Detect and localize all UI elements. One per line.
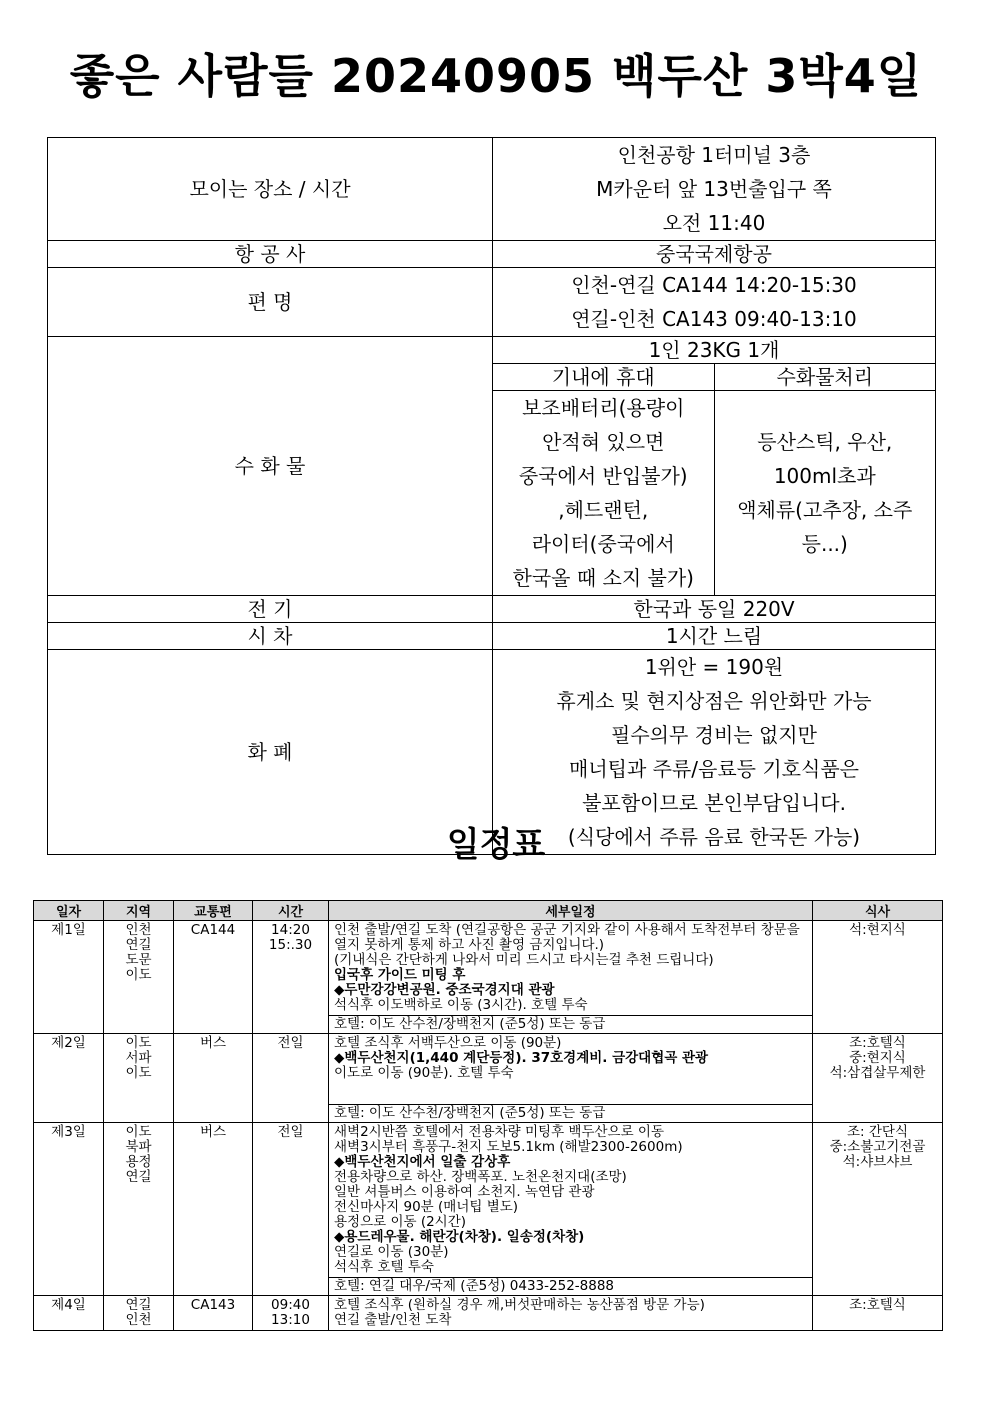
detail-cell [329, 921, 813, 1016]
header-region: 지역 [104, 901, 174, 921]
travel-info-table [47, 137, 936, 855]
meal-cell: 석:현지식 [813, 921, 943, 1034]
flights-value: 인천-연길 CA144 14:20-15:30 연길-인천 CA143 09:40-13:10 [493, 268, 936, 337]
checked-baggage-items: 등산스틱, 우산, 100ml초과 액체류(고추장, 소주 등...) [714, 391, 936, 596]
time-cell: 09:40 13:10 [253, 1296, 329, 1331]
carry-on-items: 보조배터리(용량이 안적혀 있으면 중국에서 반입불가) ,헤드랜턴, 라이터(중국에서 한국올 때 소지 불가) [493, 391, 715, 596]
detail-line: 호텔 조식후 (원하실 경우 깨,버섯판매하는 농산품점 방문 가능) [334, 1297, 705, 1313]
currency-value: 1위안 = 190원 휴게소 및 현지상점은 위안화만 가능 필수의무 경비는 없지만 매너팁과 주류/음료등 기호식품은 불포함이므로 본인부담입니다. (식당에서 주류 음료 한국돈 가능) [493, 650, 936, 855]
detail-line: ◆용드레우물. 해란강(차창). 일송정(차창) [334, 1229, 585, 1245]
power-value: 한국과 동일 220V [493, 596, 936, 623]
region-cell: 인천 연길 도문 이도 [104, 921, 174, 1034]
header-meal: 식사 [813, 901, 943, 921]
detail-line: 일반 셔틀버스 이용하여 소천지. 녹연담 관광 [334, 1184, 595, 1200]
checked-baggage-header: 수화물처리 [714, 364, 936, 391]
detail-cell [329, 1123, 813, 1278]
detail-line: (기내식은 간단하게 나와서 미리 드시고 타시는걸 추천 드립니다) [334, 952, 714, 968]
detail-line: 새벽2시반쯤 호텔에서 전용차량 미팅후 백두산으로 이동 [334, 1124, 664, 1140]
schedule-table [33, 900, 943, 1331]
schedule-row [34, 921, 943, 1016]
detail-line: 전용차량으로 하산. 장백폭포. 노천온천지대(조망) [334, 1169, 627, 1185]
time-cell: 14:20 15:.30 [253, 921, 329, 1034]
region-cell: 연길 인천 [104, 1296, 174, 1331]
region-cell: 이도 서파 이도 [104, 1034, 174, 1123]
detail-line: 이도로 이동 (90분). 호텔 투숙 [334, 1065, 514, 1081]
meal-cell: 조: 간단식 중:소불고기전골 석:샤브샤브 [813, 1123, 943, 1296]
detail-line: 인천 출발/연길 도착 (연길공항은 공군 기지와 같이 사용해서 도착전부터 창문을 열지 못하게 통제 하고 사진 촬영 금지입니다.) [334, 922, 800, 953]
transport-cell: 버스 [174, 1123, 253, 1296]
timediff-value: 1시간 느림 [493, 623, 936, 650]
schedule-title: 일정표 [446, 825, 546, 865]
detail-line: ◆백두산천지(1,440 계단등정). 37호경계비. 금강대협곡 관광 [334, 1050, 709, 1066]
detail-cell [329, 1034, 813, 1105]
header-time: 시간 [253, 901, 329, 921]
detail-cell [329, 1296, 813, 1331]
transport-cell: CA143 [174, 1296, 253, 1331]
schedule-row [34, 1034, 943, 1105]
day-cell: 제1일 [34, 921, 104, 1034]
header-day: 일자 [34, 901, 104, 921]
detail-line: 연길 출발/인천 도착 [334, 1312, 452, 1328]
timediff-label: 시 차 [48, 623, 493, 650]
document-title: 좋은 사람들 20240905 백두산 3박4일 [69, 49, 923, 103]
detail-line: ◆백두산천지에서 일출 감상후 [334, 1154, 511, 1170]
hotel-cell: 호텔: 연길 대우/국제 (준5성) 0433-252-8888 [329, 1278, 813, 1296]
detail-line: 용정으로 이동 (2시간) [334, 1214, 467, 1230]
header-transport: 교통편 [174, 901, 253, 921]
time-cell: 전일 [253, 1123, 329, 1296]
detail-line: 석식후 이도백하로 이동 (3시간). 호텔 투숙 [334, 997, 588, 1013]
header-detail: 세부일정 [329, 901, 813, 921]
time-cell: 전일 [253, 1034, 329, 1123]
baggage-label: 수 화 물 [48, 337, 493, 596]
schedule-row [34, 1296, 943, 1331]
airline-label: 항 공 사 [48, 241, 493, 268]
detail-line: 연길로 이동 (30분) [334, 1244, 449, 1260]
hotel-cell: 호텔: 이도 산수천/장백천지 (준5성) 또는 동급 [329, 1016, 813, 1034]
schedule-row [34, 1123, 943, 1278]
day-cell: 제3일 [34, 1123, 104, 1296]
detail-line: 석식후 호텔 투숙 [334, 1259, 434, 1275]
baggage-allowance: 1인 23KG 1개 [493, 337, 936, 364]
detail-line: 입국후 가이드 미팅 후 [334, 967, 466, 983]
carry-on-header: 기내에 휴대 [493, 364, 715, 391]
airline-value: 중국국제항공 [493, 241, 936, 268]
hotel-cell: 호텔: 이도 산수천/장백천지 (준5성) 또는 동급 [329, 1105, 813, 1123]
detail-line: ◆두만강강변공원. 중조국경지대 관광 [334, 982, 555, 998]
day-cell: 제2일 [34, 1034, 104, 1123]
meal-cell: 조:호텔식 [813, 1296, 943, 1331]
meal-cell: 조:호텔식 중:현지식 석:삼겹살무제한 [813, 1034, 943, 1123]
meeting-value: 인천공항 1터미널 3층 M카운터 앞 13번출입구 쪽 오전 11:40 [493, 138, 936, 241]
detail-line: 전신마사지 90분 (매너팁 별도) [334, 1199, 519, 1215]
region-cell: 이도 북파 용정 연길 [104, 1123, 174, 1296]
transport-cell: 버스 [174, 1034, 253, 1123]
meeting-label: 모이는 장소 / 시간 [48, 138, 493, 241]
day-cell: 제4일 [34, 1296, 104, 1331]
detail-line: 새벽3시부터 흑풍구-천지 도보5.1km (해발2300-2600m) [334, 1139, 683, 1155]
currency-label: 화 폐 [48, 650, 493, 855]
detail-line: 호텔 조식후 서백두산으로 이동 (90분) [334, 1035, 562, 1051]
power-label: 전 기 [48, 596, 493, 623]
flights-label: 편 명 [48, 268, 493, 337]
transport-cell: CA144 [174, 921, 253, 1034]
